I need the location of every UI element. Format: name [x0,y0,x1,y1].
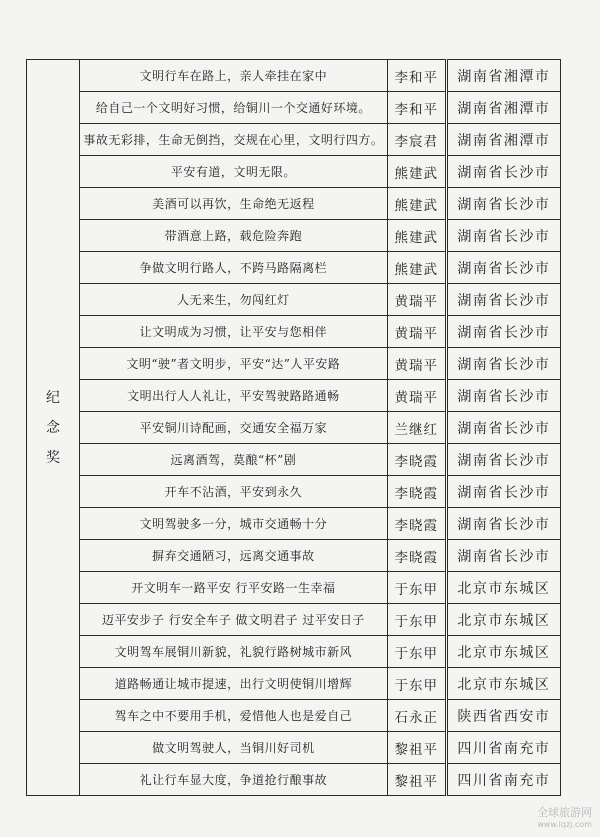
slogan-cell: 人无来生，勿闯红灯 [80,284,388,316]
table-row [27,348,561,380]
table-row [27,700,561,732]
author-name-cell: 熊建武 [387,220,446,252]
author-name-cell: 黎祖平 [387,732,446,764]
author-name-cell: 石永正 [387,700,446,732]
region-cell: 湖南省长沙市 [446,156,560,188]
region-cell: 陕西省西安市 [446,700,560,732]
table-row [27,124,561,156]
table-row [27,764,561,796]
slogan-cell: 让文明成为习惯，让平安与您相伴 [80,316,388,348]
table-row [27,316,561,348]
table-row [27,732,561,764]
table-row [27,380,561,412]
table-row [27,252,561,284]
slogan-cell: 驾车之中不要用手机，爱惜他人也是爱自己 [80,700,388,732]
table-row [27,412,561,444]
author-name-cell: 于东甲 [387,668,446,700]
slogan-cell: 美酒可以再饮，生命绝无返程 [80,188,388,220]
table-row [27,604,561,636]
author-name-cell: 黄瑞平 [387,380,446,412]
region-cell: 湖南省长沙市 [446,380,560,412]
author-name-cell: 黄瑞平 [387,348,446,380]
author-name-cell: 熊建武 [387,252,446,284]
watermark-line2: www.lqzj.com [537,820,592,829]
table-row [27,156,561,188]
table-row [27,572,561,604]
slogan-cell: 远离酒驾，莫酿“杯”剧 [80,444,388,476]
watermark-line1: 全球旅游网 [537,806,592,819]
table-row [27,476,561,508]
slogan-cell: 带酒意上路，载危险奔跑 [80,220,388,252]
region-cell: 湖南省长沙市 [446,540,560,572]
author-name-cell: 熊建武 [387,188,446,220]
table-row [27,444,561,476]
author-name-cell: 黄瑞平 [387,316,446,348]
author-name-cell: 李晓霞 [387,476,446,508]
slogan-cell: 平安有道，文明无限。 [80,156,388,188]
slogan-cell: 给自己一个文明好习惯，给铜川一个交通好环境。 [80,92,388,124]
region-cell: 湖南省湘潭市 [446,92,560,124]
slogan-cell: 道路畅通让城市提速，出行文明使铜川增辉 [80,668,388,700]
author-name-cell: 李和平 [387,60,446,92]
region-cell: 湖南省长沙市 [446,412,560,444]
region-cell: 北京市东城区 [446,572,560,604]
slogan-cell: 文明驾车展铜川新貌，礼貌行路树城市新风 [80,636,388,668]
slogan-cell: 礼让行车显大度，争道抢行酿事故 [80,764,388,796]
slogan-cell: 迈平安步子 行安全车子 做文明君子 过平安日子 [80,604,388,636]
author-name-cell: 于东甲 [387,636,446,668]
table-row [27,92,561,124]
table-row [27,540,561,572]
table-row [27,188,561,220]
table-row [27,284,561,316]
author-name-cell: 黄瑞平 [387,284,446,316]
author-name-cell: 李和平 [387,92,446,124]
slogan-cell: 摒弃交通陋习，远离交通事故 [80,540,388,572]
author-name-cell: 李晓霞 [387,508,446,540]
author-name-cell: 李晓霞 [387,540,446,572]
region-cell: 湖南省长沙市 [446,348,560,380]
author-name-cell: 熊建武 [387,156,446,188]
region-cell: 湖南省长沙市 [446,316,560,348]
region-cell: 四川省南充市 [446,764,560,796]
author-name-cell: 于东甲 [387,604,446,636]
category-cell [27,60,80,796]
region-cell: 湖南省长沙市 [446,444,560,476]
table-row [27,220,561,252]
slogan-cell: 事故无彩排，生命无倒挡，交规在心里，文明行四方。 [80,124,388,156]
table-row [27,636,561,668]
slogan-cell: 文明行车在路上，亲人牵挂在家中 [80,60,388,92]
region-cell: 湖南省长沙市 [446,188,560,220]
region-cell: 湖南省长沙市 [446,284,560,316]
table-row [27,668,561,700]
category-label: 纪念奖 [46,389,61,466]
region-cell: 湖南省长沙市 [446,476,560,508]
region-cell: 北京市东城区 [446,636,560,668]
table-row [27,508,561,540]
region-cell: 北京市东城区 [446,668,560,700]
slogan-cell: 开文明车一路平安 行平安路一生幸福 [80,572,388,604]
award-table-body [27,60,561,796]
award-table [26,59,561,796]
slogan-cell: 争做文明行路人，不跨马路隔离栏 [80,252,388,284]
slogan-cell: 文明驾驶多一分，城市交通畅十分 [80,508,388,540]
table-row [27,60,561,92]
region-cell: 湖南省长沙市 [446,220,560,252]
region-cell: 北京市东城区 [446,604,560,636]
author-name-cell: 李晓霞 [387,444,446,476]
watermark [537,807,592,831]
region-cell: 湖南省长沙市 [446,252,560,284]
slogan-cell: 文明出行人人礼让，平安驾驶路路通畅 [80,380,388,412]
region-cell: 湖南省长沙市 [446,508,560,540]
slogan-cell: 平安铜川诗配画，交通安全福万家 [80,412,388,444]
region-cell: 湖南省湘潭市 [446,124,560,156]
author-name-cell: 黎祖平 [387,764,446,796]
author-name-cell: 兰继红 [387,412,446,444]
region-cell: 四川省南充市 [446,732,560,764]
slogan-cell: 做文明驾驶人，当铜川好司机 [80,732,388,764]
slogan-cell: 文明“驶”者文明步，平安“达”人平安路 [80,348,388,380]
slogan-cell: 开车不沾酒，平安到永久 [80,476,388,508]
author-name-cell: 李宸君 [387,124,446,156]
author-name-cell: 于东甲 [387,572,446,604]
region-cell: 湖南省湘潭市 [446,60,560,92]
